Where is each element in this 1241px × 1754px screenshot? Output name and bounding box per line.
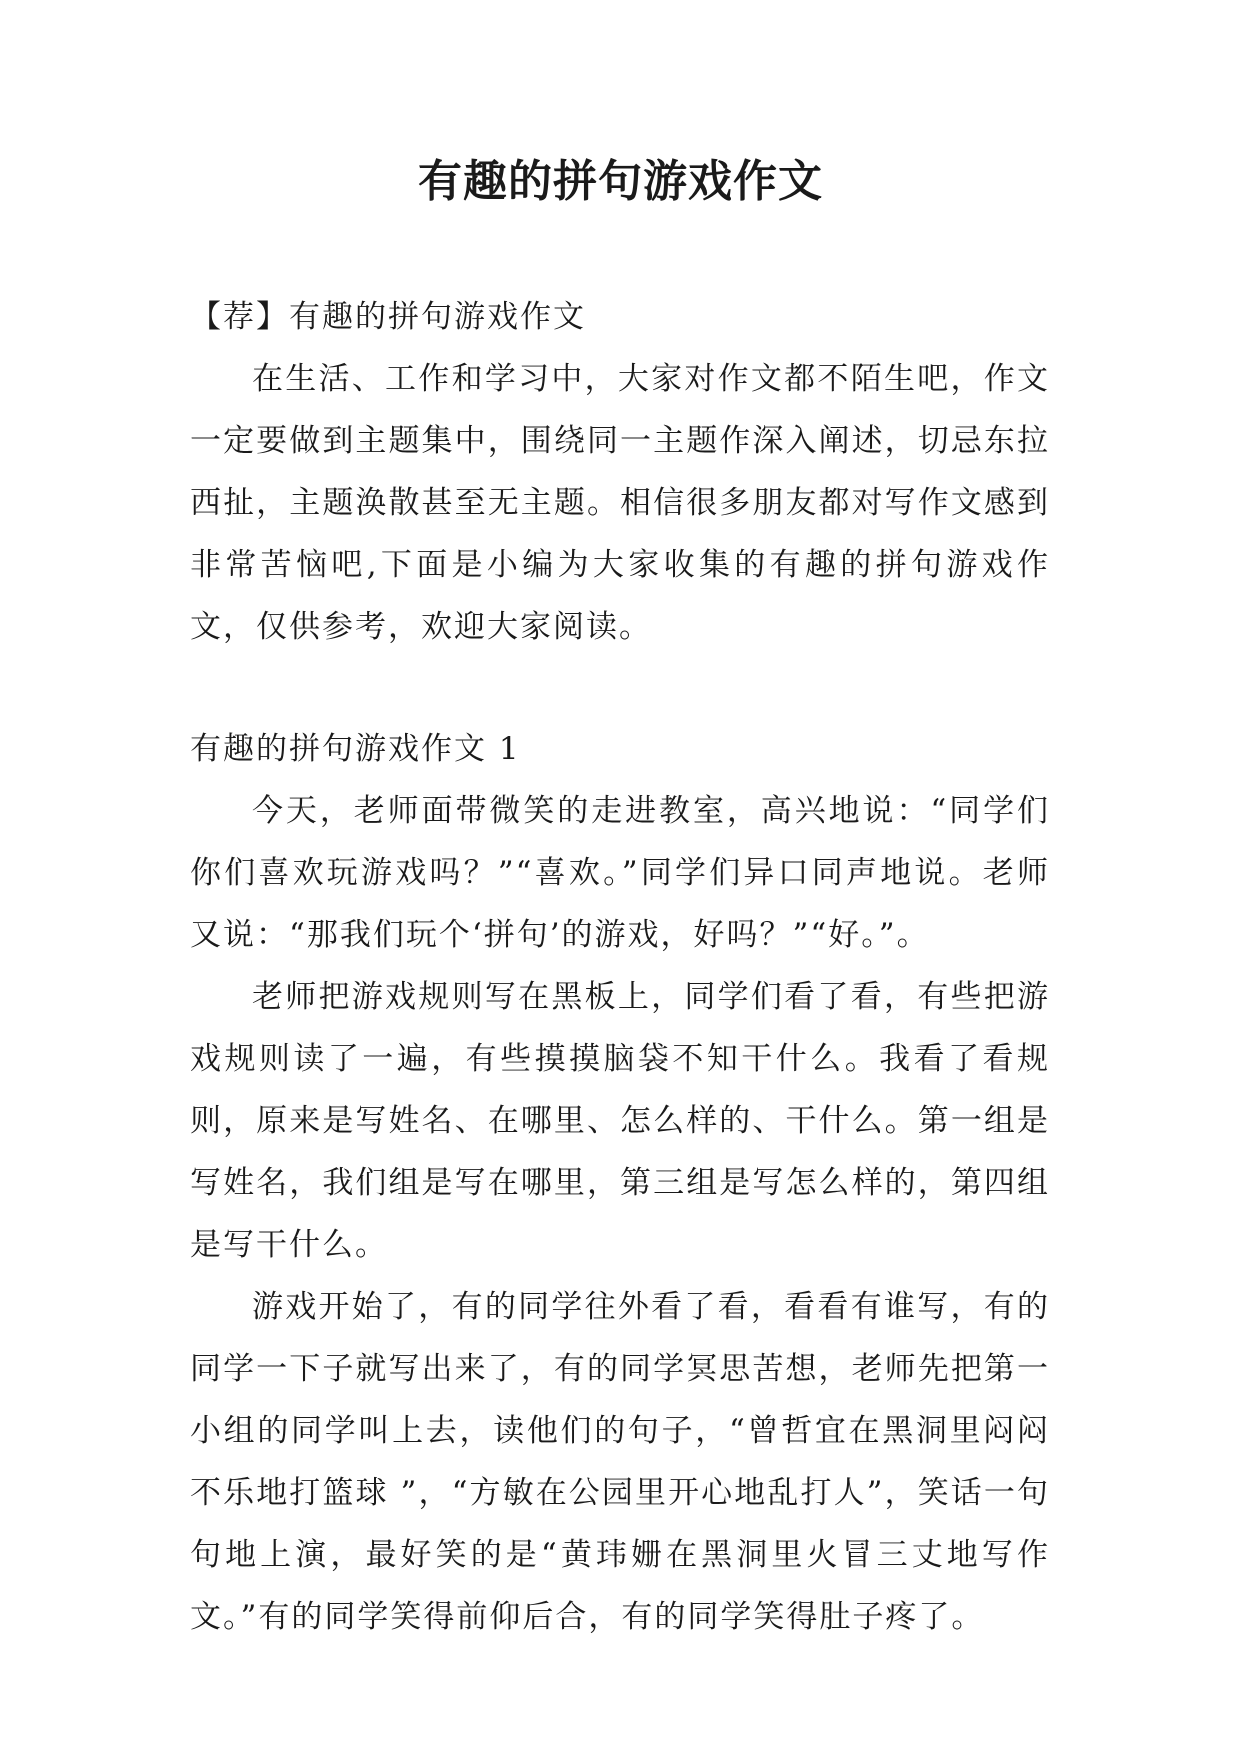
section-heading: 有趣的拼句游戏作文 1 bbox=[190, 731, 521, 767]
body-paragraph-1: 今天，老师面带微笑的走进教室，高兴地说：“同学们你们喜欢玩游戏吗？”“喜欢。”同学们异口同声地说。老师又说：“那我们玩个‘拼句’的游戏，好吗？”“好。”。 bbox=[190, 793, 1050, 953]
body-paragraph-3: 游戏开始了，有的同学往外看了看，看看有谁写，有的同学一下子就写出来了，有的同学冥思苦想，老师先把第一小组的同学叫上去，读他们的句子，“曾哲宜在黑洞里闷闷不乐地打篮球 ”，“方敏在公园里开心地乱打人”，笑话一句句地上演，最好笑的是“黄玮姗在黑洞里火冒三丈地写作文。”有的同学笑得前仰后合，有的同学笑得肚子疼了。 bbox=[190, 1289, 1050, 1635]
body-paragraph-2: 老师把游戏规则写在黑板上，同学们看了看，有些把游戏规则读了一遍，有些摸摸脑袋不知干什么。我看了看规则，原来是写姓名、在哪里、怎么样的、干什么。第一组是写姓名，我们组是写在哪里，第三组是写怎么样的，第四组是写干什么。 bbox=[190, 979, 1050, 1263]
intro-paragraph: 在生活、工作和学习中，大家对作文都不陌生吧，作文一定要做到主题集中，围绕同一主题作深入阐述，切忌东拉西扯，主题涣散甚至无主题。相信很多朋友都对写作文感到非常苦恼吧,下面是小编为大家收集的有趣的拼句游戏作文，仅供参考，欢迎大家阅读。 bbox=[190, 361, 1050, 645]
document-body bbox=[190, 286, 1050, 1648]
document-subtitle: 【荐】有趣的拼句游戏作文 bbox=[190, 299, 586, 335]
document-title: 有趣的拼句游戏作文 bbox=[418, 156, 823, 207]
